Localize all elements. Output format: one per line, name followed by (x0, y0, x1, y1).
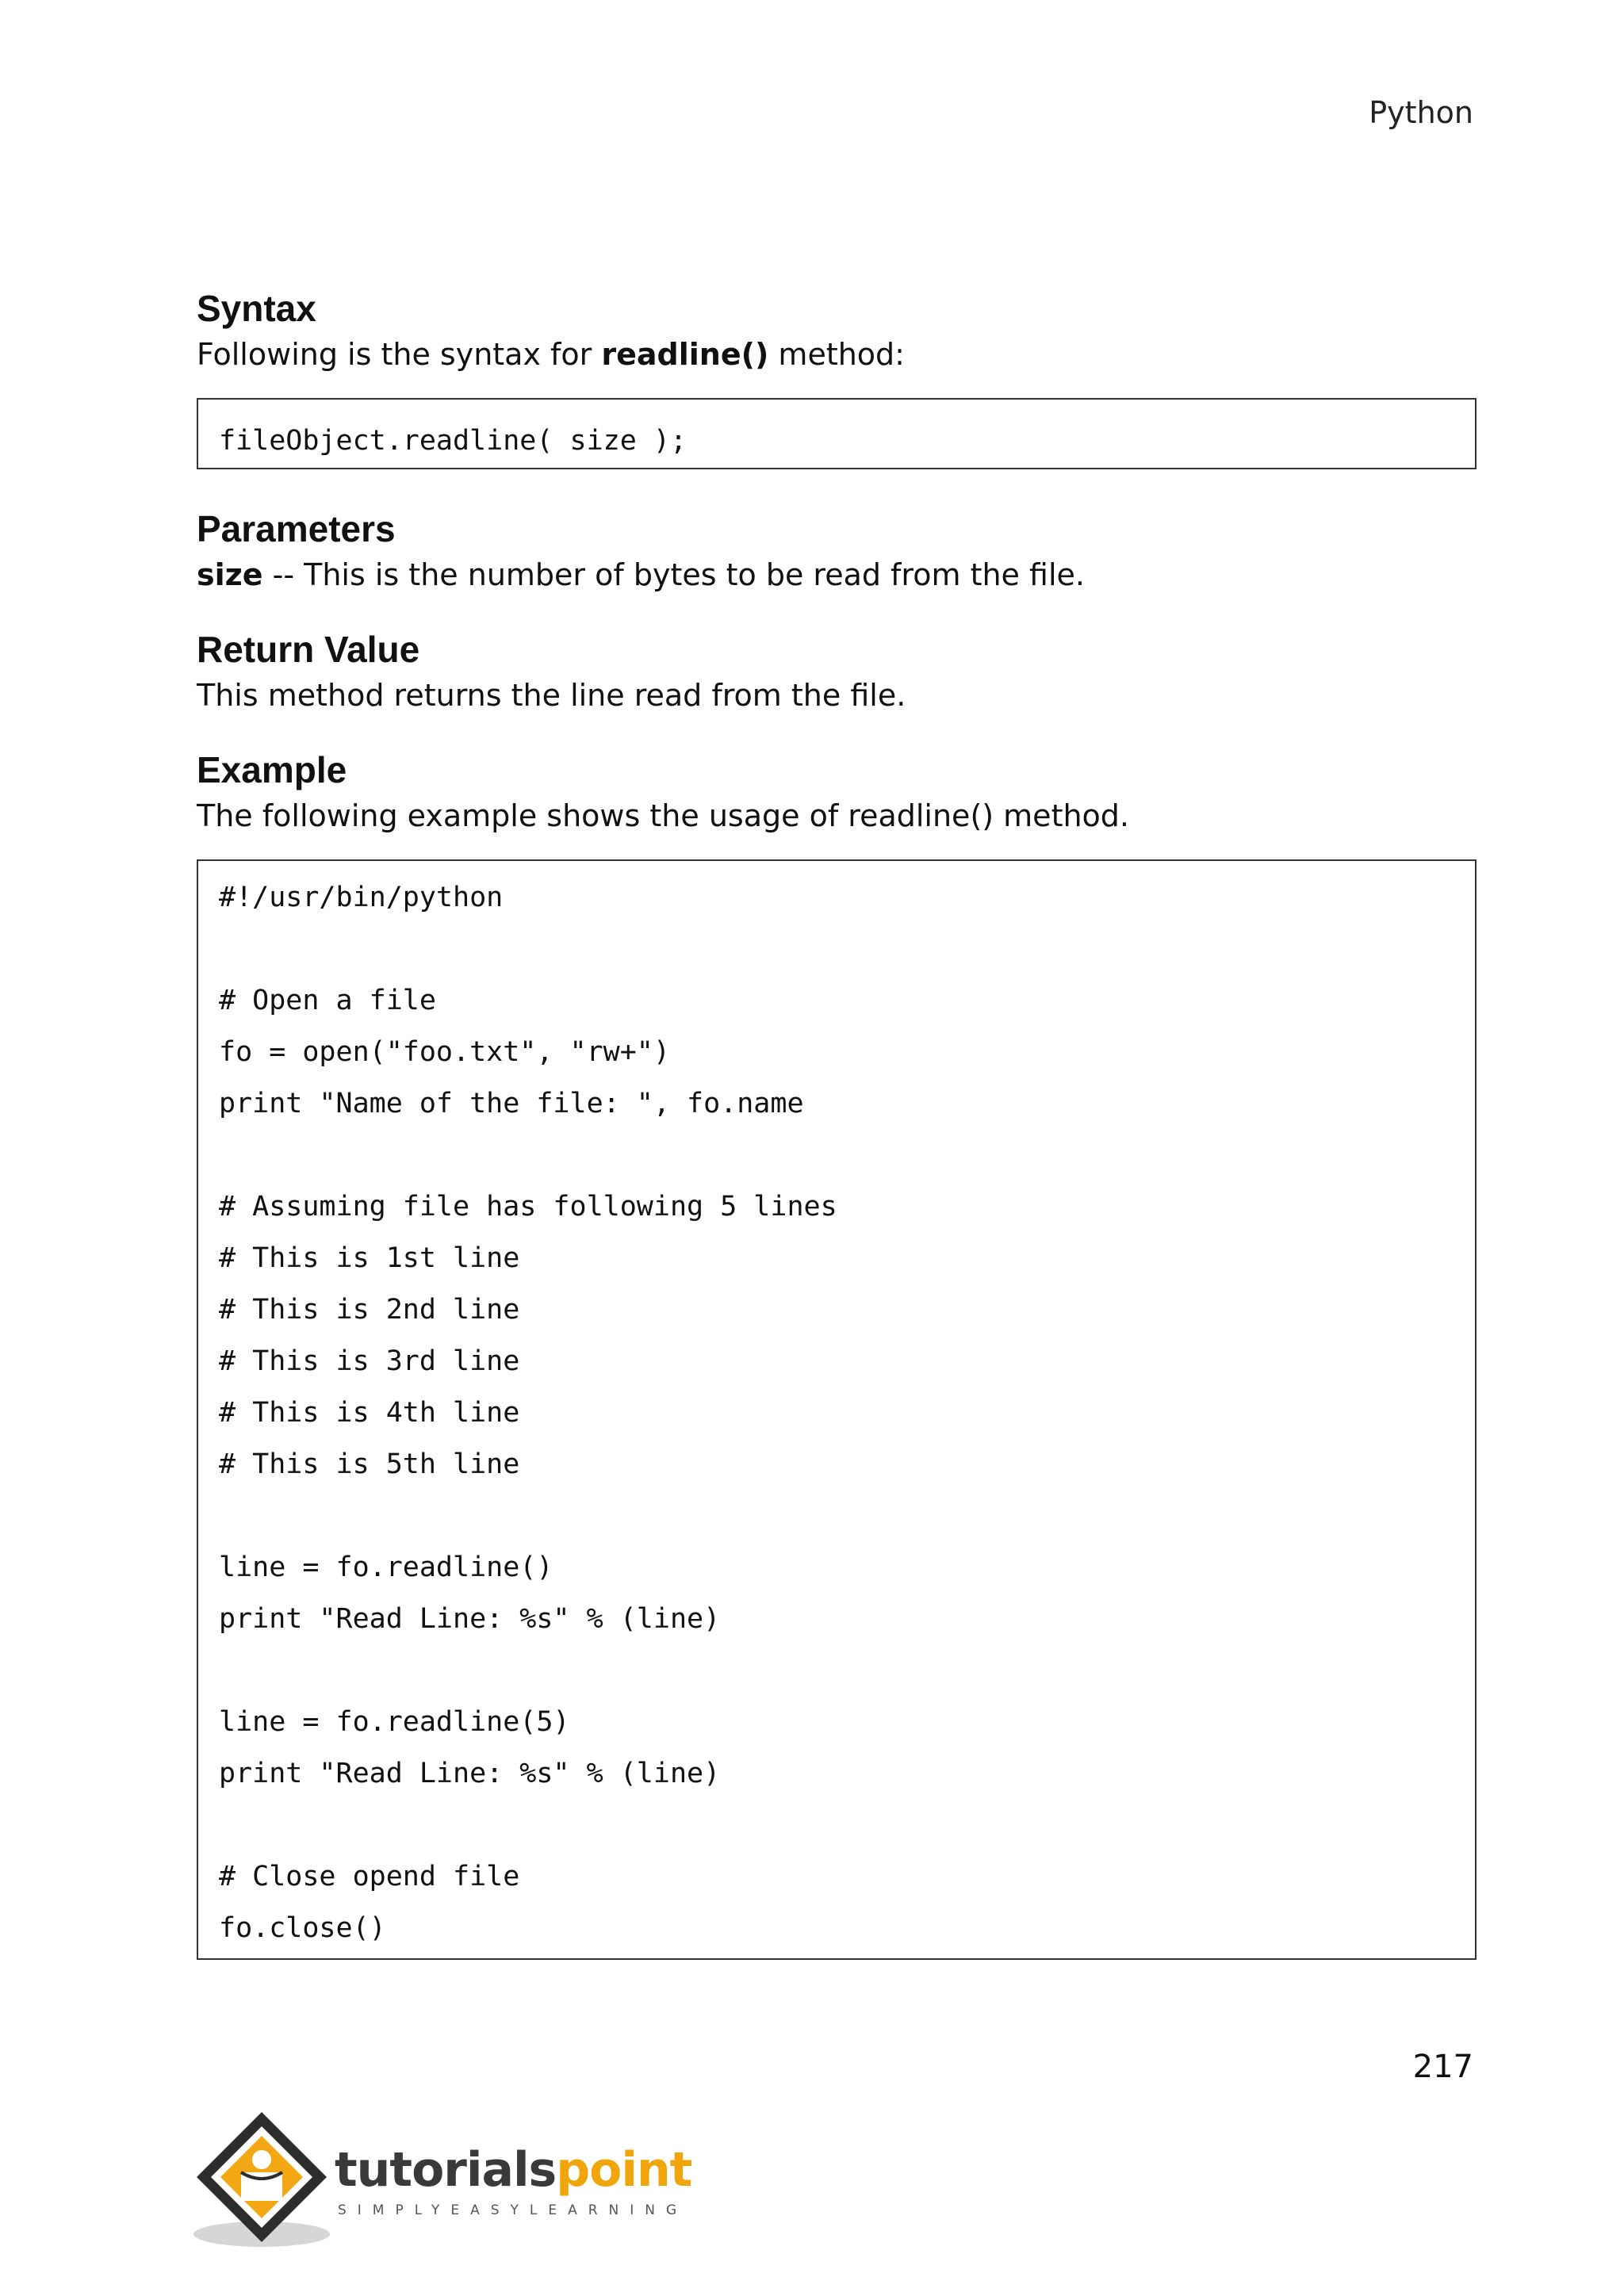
parameters-heading: Parameters (197, 508, 396, 549)
code-line: # This is 4th line (219, 1397, 520, 1429)
logo-diamond-icon (193, 2109, 336, 2252)
code-line: line = fo.readline(5) (219, 1706, 570, 1738)
page-number: 217 (1412, 2049, 1473, 2085)
example-code-box (197, 859, 1477, 1960)
return-value-text: This method returns the line read from the file. (197, 678, 906, 713)
syntax-method-name: readline() (601, 337, 769, 372)
code-line: fo = open("foo.txt", "rw+") (219, 1036, 670, 1068)
page-content (197, 285, 1477, 1960)
example-code-lines (219, 872, 1454, 1954)
code-line: print "Name of the file: ", fo.name (219, 1088, 804, 1119)
logo-tagline: SIMPLYEASYLEARNING (338, 2202, 688, 2218)
code-line (219, 1645, 1454, 1697)
code-line: # Open a file (219, 985, 436, 1016)
syntax-intro-text: Following is the syntax for (197, 337, 602, 372)
param-name: size (197, 557, 263, 592)
param-description: -- This is the number of bytes to be read from the file. (262, 557, 1085, 592)
example-heading: Example (197, 749, 347, 790)
syntax-intro (197, 331, 1477, 377)
code-line: # This is 5th line (219, 1448, 520, 1480)
running-header: Python (1369, 95, 1473, 130)
code-line: # Close opend file (219, 1861, 520, 1892)
return-value-heading: Return Value (197, 629, 420, 670)
code-line: # This is 2nd line (219, 1294, 520, 1326)
code-line: # Assuming file has following 5 lines (219, 1191, 837, 1223)
code-line: print "Read Line: %s" % (line) (219, 1603, 721, 1635)
syntax-code-box (197, 398, 1477, 469)
code-line: print "Read Line: %s" % (line) (219, 1758, 721, 1789)
syntax-code: fileObject.readline( size ); (219, 425, 688, 457)
code-line (219, 1130, 1454, 1181)
code-line: line = fo.readline() (219, 1552, 553, 1583)
code-line: # This is 3rd line (219, 1345, 520, 1377)
code-line (219, 1490, 1454, 1542)
code-line: # This is 1st line (219, 1242, 520, 1274)
parameters-text (197, 552, 1477, 598)
syntax-intro-tail: method: (768, 337, 905, 372)
logo-wordmark: tutorialspoint (335, 2142, 692, 2198)
code-line: fo.close() (219, 1912, 386, 1944)
code-line (219, 1800, 1454, 1851)
code-line: #!/usr/bin/python (219, 882, 504, 913)
tutorialspoint-logo (193, 2109, 692, 2252)
example-text: The following example shows the usage of readline() method. (197, 798, 1129, 833)
syntax-heading: Syntax (197, 288, 316, 329)
code-line (219, 924, 1454, 975)
